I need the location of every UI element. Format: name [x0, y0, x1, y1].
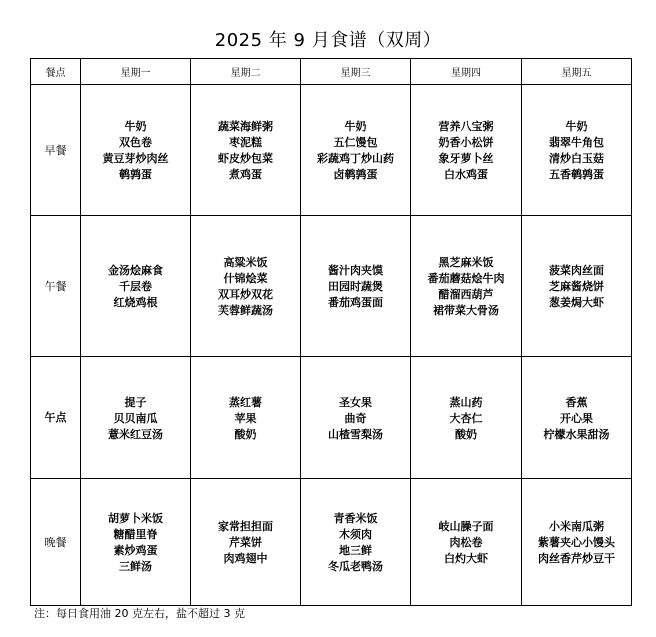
- dish: 木须肉: [339, 528, 372, 541]
- dish: 圣女果: [339, 395, 372, 409]
- menu-cell: [191, 357, 301, 479]
- dish: 香蕉: [565, 395, 588, 409]
- dish: 薏米红豆汤: [108, 427, 163, 441]
- column-header-monday: 星期一: [81, 59, 191, 85]
- dish: 素炒鸡蛋: [113, 544, 158, 557]
- dish: 小米南瓜粥: [549, 520, 604, 533]
- dish: 蒸红薯: [229, 395, 262, 409]
- dish: 彩蔬鸡丁炒山药: [317, 152, 394, 165]
- dish: 鹌鹑蛋: [119, 168, 152, 181]
- dish: 牛奶: [565, 120, 588, 133]
- dish: 黄豆芽炒肉丝: [102, 152, 169, 165]
- menu-cell: [411, 85, 522, 216]
- dish: 红烧鸡根: [113, 296, 158, 309]
- dish: 高粱米饭: [223, 256, 268, 269]
- dish: 肉松卷: [449, 536, 483, 549]
- dish: 番茄蘑菇烩牛肉: [427, 272, 505, 285]
- menu-cell: [191, 216, 301, 357]
- dish: 五香鹌鹑蛋: [549, 168, 604, 181]
- dish: 奶香小松饼: [438, 136, 494, 149]
- dish: 翡翠牛角包: [549, 136, 604, 149]
- dish: 大杏仁: [449, 411, 483, 425]
- table-row: [31, 479, 632, 606]
- dish: 醋溜西葫芦: [438, 288, 494, 301]
- dish: 双色卷: [119, 136, 152, 149]
- menu-cell: [301, 85, 411, 216]
- dish: 苹果: [234, 411, 257, 425]
- footnote: 注：每日食用油 20 克左右，盐不超过 3 克: [34, 607, 245, 620]
- dish: 提子: [124, 395, 147, 409]
- meal-label: 午点: [31, 357, 81, 479]
- dish: 千层卷: [119, 280, 152, 293]
- column-header-wednesday: 星期三: [301, 59, 411, 85]
- dish: 象牙萝卜丝: [438, 152, 494, 165]
- menu-table: [30, 58, 632, 606]
- dish: 芝麻酱烧饼: [549, 280, 604, 293]
- column-header-thursday: 星期四: [411, 59, 522, 85]
- table-row: [31, 216, 632, 357]
- dish: 酸奶: [455, 427, 477, 441]
- column-header-meal: 餐点: [31, 59, 81, 85]
- menu-cell: [522, 479, 632, 606]
- column-header-friday: 星期五: [522, 59, 632, 85]
- menu-cell: [301, 479, 411, 606]
- dish: 酸奶: [234, 427, 257, 441]
- dish: 肉丝香芹炒豆干: [538, 552, 615, 565]
- menu-cell: [411, 216, 522, 357]
- dish: 五仁馒包: [333, 136, 378, 149]
- dish: 什锦烩菜: [223, 272, 268, 285]
- dish: 枣泥糕: [229, 136, 262, 149]
- meal-label: 午餐: [31, 216, 81, 357]
- menu-cell: [411, 357, 522, 479]
- dish: 糖醋里脊: [113, 528, 158, 541]
- menu-cell: [522, 216, 632, 357]
- menu-cell: [191, 85, 301, 216]
- dish: 胡萝卜米饭: [108, 512, 163, 525]
- dish: 芙蓉鲜蔬汤: [218, 304, 273, 317]
- dish: 白灼大虾: [444, 552, 488, 565]
- menu-cell: [411, 479, 522, 606]
- menu-cell: [301, 357, 411, 479]
- dish: 双耳炒双花: [218, 288, 273, 301]
- dish: 营养八宝粥: [438, 120, 494, 133]
- meal-label: 晚餐: [31, 479, 81, 606]
- table-row: [31, 357, 632, 479]
- dish: 岐山臊子面: [438, 520, 494, 533]
- dish: 曲奇: [344, 411, 367, 425]
- meal-label: 早餐: [31, 85, 81, 216]
- dish: 开心果: [560, 411, 593, 425]
- menu-cell: [81, 357, 191, 479]
- dish: 金汤烩麻食: [108, 264, 163, 277]
- dish: 白水鸡蛋: [444, 168, 488, 181]
- dish: 黑芝麻米饭: [438, 256, 494, 269]
- dish: 酱汁肉夹馍: [328, 264, 383, 277]
- menu-cell: [522, 85, 632, 216]
- dish: 卤鹌鹑蛋: [333, 168, 378, 181]
- menu-cell: [81, 216, 191, 357]
- dish: 牛奶: [124, 120, 147, 133]
- dish: 牛奶: [344, 120, 367, 133]
- dish: 地三鲜: [339, 544, 372, 557]
- dish: 虾皮炒包菜: [218, 152, 273, 165]
- dish: 煮鸡蛋: [229, 168, 262, 181]
- dish: 冬瓜老鸭汤: [328, 560, 383, 573]
- dish: 蔬菜海鲜粥: [218, 120, 273, 133]
- dish: 柠檬水果甜汤: [543, 427, 610, 441]
- dish: 清炒白玉菇: [549, 152, 604, 165]
- dish: 番茄鸡蛋面: [328, 296, 383, 309]
- menu-cell: [301, 216, 411, 357]
- dish: 肉鸡翅中: [223, 552, 268, 565]
- dish: 裙带菜大骨汤: [433, 304, 499, 317]
- dish: 蒸山药: [449, 395, 483, 409]
- header-row: [31, 59, 632, 85]
- dish: 家常担担面: [218, 520, 273, 533]
- menu-cell: [81, 85, 191, 216]
- dish: 芹菜饼: [229, 536, 262, 549]
- dish: 葱姜焗大虾: [549, 296, 604, 309]
- page-title: 2025 年 9 月食谱（双周）: [214, 30, 442, 51]
- dish: 菠菜肉丝面: [549, 264, 604, 277]
- dish: 贝贝南瓜: [113, 411, 158, 425]
- menu-cell: [191, 479, 301, 606]
- dish: 三鲜汤: [119, 560, 152, 573]
- dish: 田园时蔬煲: [328, 280, 383, 293]
- menu-cell: [522, 357, 632, 479]
- dish: 紫薯夹心小馒头: [538, 536, 615, 549]
- menu-cell: [81, 479, 191, 606]
- dish: 山楂雪梨汤: [328, 427, 383, 441]
- column-header-tuesday: 星期二: [191, 59, 301, 85]
- table-row: [31, 85, 632, 216]
- dish: 青香米饭: [333, 512, 378, 525]
